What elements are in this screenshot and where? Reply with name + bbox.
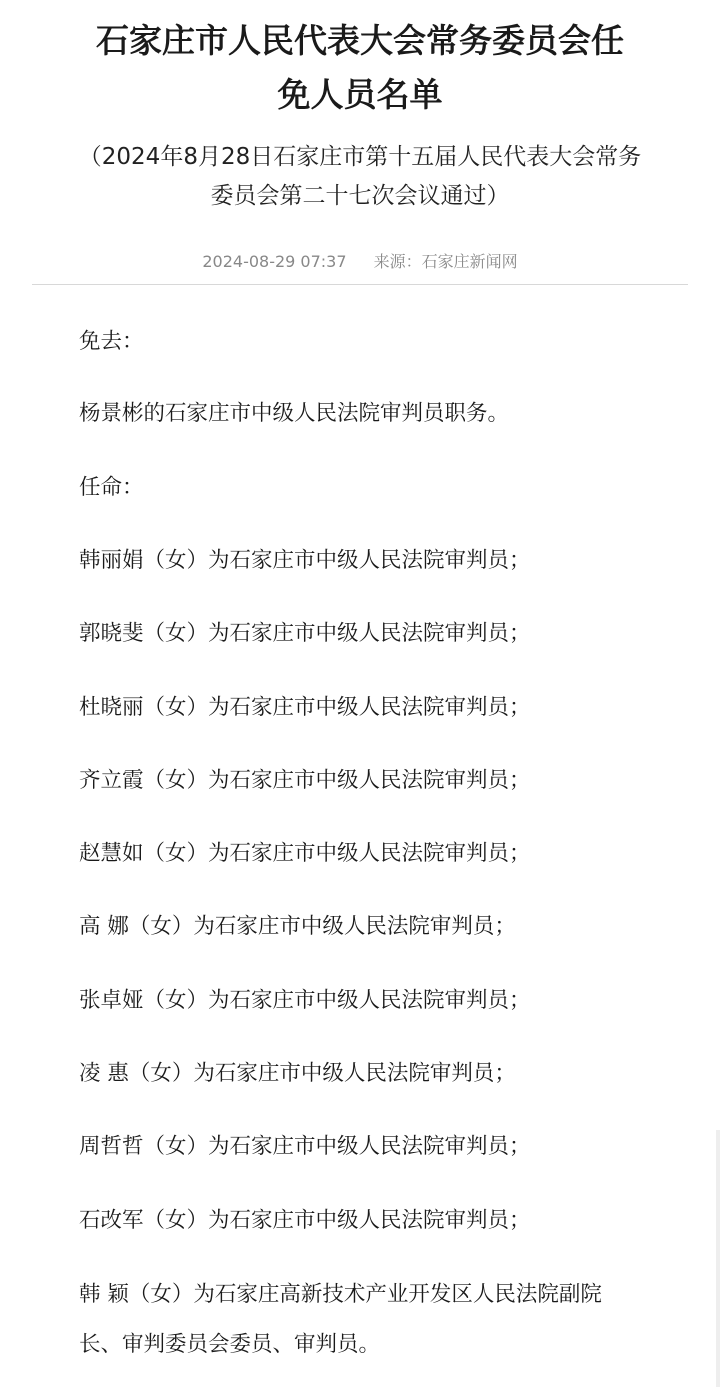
last-item-line-2: 长、审判委员会委员、审判员。	[79, 1332, 381, 1357]
article-source: 来源：石家庄新闻网	[373, 252, 518, 271]
appointment-item: 齐立霞（女）为石家庄市中级人民法院审判员；	[79, 768, 531, 793]
appointment-item: 韩丽娟（女）为石家庄市中级人民法院审判员；	[79, 548, 531, 573]
last-item-line-1: 韩 颖（女）为石家庄高新技术产业开发区人民法院副院	[79, 1282, 602, 1307]
appointment-item: 凌 惠（女）为石家庄市中级人民法院审判员；	[79, 1061, 516, 1086]
article-subtitle	[20, 138, 700, 216]
appointment-item: 赵慧如（女）为石家庄市中级人民法院审判员；	[79, 841, 531, 866]
paragraph-appoint-heading: 任命：	[79, 475, 144, 500]
paragraph-dismiss-heading: 免去：	[79, 329, 144, 354]
title-line-1: 石家庄市人民代表大会常务委员会任	[96, 21, 624, 60]
appointment-item: 张卓娅（女）为石家庄市中级人民法院审判员；	[79, 988, 531, 1013]
appointment-item: 杜晓丽（女）为石家庄市中级人民法院审判员；	[79, 695, 531, 720]
appointment-item-last	[79, 1270, 689, 1370]
subtitle-line-2: 委员会第二十七次会议通过）	[210, 183, 510, 209]
appointment-item: 石改军（女）为石家庄市中级人民法院审判员；	[79, 1208, 531, 1233]
meta-divider	[32, 284, 688, 285]
appointment-item: 周哲哲（女）为石家庄市中级人民法院审判员；	[79, 1134, 531, 1159]
appointment-item: 郭晓斐（女）为石家庄市中级人民法院审判员；	[79, 621, 531, 646]
appointment-item: 高 娜（女）为石家庄市中级人民法院审判员；	[79, 914, 516, 939]
subtitle-line-1: （2024年8月28日石家庄市第十五届人民代表大会常务	[78, 144, 642, 170]
paragraph-dismissal: 杨景彬的石家庄市中级人民法院审判员职务。	[79, 401, 510, 426]
scrollbar-track[interactable]	[716, 1130, 720, 1387]
article-meta	[20, 249, 700, 275]
article-title	[20, 14, 700, 122]
title-line-2: 免人员名单	[277, 75, 443, 114]
publish-date: 2024-08-29 07:37	[202, 252, 347, 271]
